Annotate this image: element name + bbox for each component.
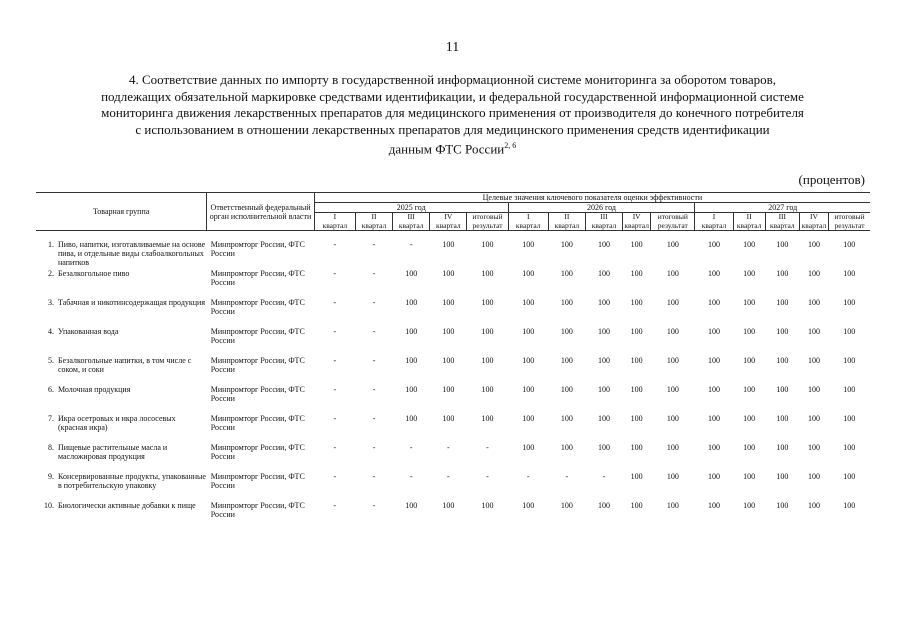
row-number: 1. — [48, 240, 54, 249]
target-value: 100 — [598, 443, 611, 452]
target-value: 100 — [630, 240, 643, 249]
target-value: - — [372, 472, 376, 481]
responsible-org: Минпромторг России, ФТС России — [210, 414, 305, 432]
target-value: 100 — [442, 414, 455, 423]
target-value: 100 — [743, 472, 756, 481]
target-value: 100 — [481, 385, 494, 394]
target-value: 100 — [630, 385, 643, 394]
target-value: 100 — [807, 501, 820, 510]
row-number: 10. — [44, 501, 54, 510]
target-value: - — [486, 472, 489, 481]
period-number: IV — [632, 212, 641, 221]
target-value: 100 — [743, 298, 756, 307]
target-value: 100 — [666, 298, 679, 307]
target-value: - — [333, 385, 337, 394]
period-unit: результат — [472, 220, 503, 230]
target-value: 100 — [405, 385, 418, 394]
period-number: I — [333, 212, 337, 221]
target-value: 100 — [630, 269, 643, 278]
target-value: 100 — [630, 414, 643, 423]
target-value: 100 — [598, 327, 611, 336]
header-period — [548, 213, 585, 231]
row-number: 9. — [48, 472, 54, 481]
target-value: 100 — [522, 298, 535, 307]
period-unit: квартал — [515, 220, 541, 230]
target-value: 100 — [708, 385, 720, 394]
target-value: - — [526, 472, 530, 481]
target-value: 100 — [560, 501, 573, 510]
product-cell — [36, 385, 207, 414]
target-value: 100 — [666, 356, 679, 365]
target-value: 100 — [630, 501, 643, 510]
target-value: 100 — [807, 298, 820, 307]
target-value: 100 — [560, 414, 573, 423]
header-product-group: Товарная группа — [36, 193, 207, 231]
period-unit: квартал — [736, 220, 762, 230]
target-value: 100 — [666, 501, 679, 510]
period-unit: квартал — [591, 220, 617, 230]
target-value: - — [372, 269, 376, 278]
kpi-table — [36, 192, 870, 530]
target-value: 100 — [666, 327, 679, 336]
target-value: 100 — [442, 385, 455, 394]
table-row — [36, 269, 870, 298]
product-group-name: Упакованная вода — [58, 327, 119, 336]
table-row — [36, 298, 870, 327]
target-value: 100 — [807, 327, 820, 336]
target-value: 100 — [481, 414, 494, 423]
header-year: 2026 год — [508, 203, 695, 213]
target-value: 100 — [522, 443, 535, 452]
target-value: - — [372, 443, 376, 452]
header-period — [623, 213, 651, 231]
target-value: 100 — [442, 356, 455, 365]
row-number: 6. — [48, 385, 54, 394]
target-value: 100 — [666, 443, 679, 452]
product-cell — [36, 327, 207, 356]
footnote-refs: 2, 6 — [504, 141, 517, 150]
target-value: 100 — [776, 501, 789, 510]
table-header — [36, 193, 870, 231]
responsible-org: Минпромторг России, ФТС России — [210, 385, 305, 403]
target-value: 100 — [776, 356, 789, 365]
target-value: 100 — [560, 298, 573, 307]
target-value: 100 — [708, 356, 720, 365]
target-value: 100 — [522, 501, 535, 510]
period-number: итоговый — [657, 212, 688, 221]
page-number: 11 — [445, 40, 460, 55]
header-period — [733, 213, 765, 231]
heading-line: подлежащих обязательной маркировке средствами идентификации, и федеральной государственной информационной системе — [101, 88, 804, 104]
responsible-org: Минпромторг России, ФТС России — [210, 240, 305, 258]
header-year: 2025 год — [314, 203, 508, 213]
spacer-row — [36, 231, 870, 241]
target-value: 100 — [666, 240, 679, 249]
header-period — [393, 213, 430, 231]
target-value: 100 — [481, 240, 494, 249]
period-unit: квартал — [554, 220, 580, 230]
target-value: - — [333, 269, 337, 278]
target-value: 100 — [743, 501, 756, 510]
table-row — [36, 356, 870, 385]
table-row — [36, 443, 870, 472]
target-value: 100 — [630, 327, 643, 336]
target-value: 100 — [807, 414, 820, 423]
target-value: 100 — [405, 327, 418, 336]
header-period — [651, 213, 695, 231]
header-targets: Целевые значения ключевого показателя оценки эффективности — [314, 193, 870, 203]
target-value: 100 — [708, 472, 720, 481]
period-number: III — [600, 212, 608, 221]
period-unit: квартал — [361, 220, 387, 230]
target-value: 100 — [708, 501, 720, 510]
target-value: - — [333, 356, 337, 365]
target-value: 100 — [807, 356, 820, 365]
target-value: 100 — [522, 385, 535, 394]
row-number: 3. — [48, 298, 54, 307]
heading-line: мониторинга движения лекарственных препаратов для медицинского применения от производителя до конечного потребителя — [101, 105, 804, 120]
period-number: III — [407, 212, 415, 221]
period-unit: квартал — [322, 220, 348, 230]
target-value: 100 — [807, 385, 820, 394]
target-value: 100 — [598, 240, 611, 249]
target-value: 100 — [776, 385, 789, 394]
target-value: 100 — [442, 501, 455, 510]
row-number: 7. — [48, 414, 54, 423]
header-year: 2027 год — [695, 203, 870, 213]
target-value: 100 — [442, 298, 455, 307]
target-value: - — [372, 298, 376, 307]
target-value: 100 — [776, 240, 789, 249]
product-group-name: Пищевые растительные масла и масложировая продукция — [58, 443, 168, 461]
target-value: - — [372, 414, 376, 423]
target-value: 100 — [405, 269, 418, 278]
target-value: - — [333, 414, 337, 423]
period-unit: результат — [657, 220, 688, 230]
target-value: 100 — [481, 501, 494, 510]
target-value: 100 — [630, 472, 643, 481]
target-value: - — [409, 240, 413, 249]
target-value: 100 — [522, 240, 535, 249]
target-value: 100 — [630, 298, 643, 307]
responsible-org: Минпромторг России, ФТС России — [210, 443, 305, 461]
responsible-org: Минпромторг России, ФТС России — [210, 269, 305, 287]
target-value: 100 — [666, 385, 679, 394]
target-value: 100 — [666, 414, 679, 423]
target-value: 100 — [743, 385, 756, 394]
product-group-name: Молочная продукция — [58, 385, 131, 394]
product-cell — [36, 414, 207, 443]
responsible-org: Минпромторг России, ФТС России — [210, 298, 305, 316]
target-value: - — [447, 472, 450, 481]
target-value: - — [372, 385, 376, 394]
target-value: 100 — [708, 443, 720, 452]
target-value: 100 — [843, 414, 856, 423]
target-value: 100 — [560, 385, 573, 394]
target-value: 100 — [481, 327, 494, 336]
target-value: 100 — [807, 443, 820, 452]
target-value: 100 — [807, 240, 820, 249]
product-group-name: Безалкогольное пиво — [58, 269, 130, 278]
product-group-name: Табачная и никотинсодержащая продукция — [58, 298, 206, 307]
product-cell — [36, 472, 207, 501]
target-value: 100 — [481, 269, 494, 278]
target-value: 100 — [843, 443, 856, 452]
target-value: 100 — [843, 327, 856, 336]
target-value: 100 — [708, 327, 720, 336]
target-value: - — [333, 443, 337, 452]
product-cell — [36, 240, 207, 269]
target-value: - — [372, 327, 376, 336]
target-value: 100 — [560, 327, 573, 336]
heading-line: с использованием в отношении лекарственных препаратов для медицинского применения средств идентификации — [135, 121, 770, 137]
target-value: 100 — [776, 298, 789, 307]
target-value: - — [486, 443, 489, 452]
target-value: - — [333, 327, 337, 336]
target-value: 100 — [405, 356, 418, 365]
header-period — [585, 213, 622, 231]
table-row — [36, 501, 870, 530]
target-value: 100 — [743, 356, 756, 365]
target-value: - — [565, 472, 569, 481]
target-value: 100 — [405, 298, 418, 307]
header-period — [695, 213, 733, 231]
units-label: (процентов) — [798, 172, 865, 187]
target-value: 100 — [560, 269, 573, 278]
period-number: итоговый — [834, 212, 865, 221]
target-value: 100 — [598, 414, 611, 423]
table-row — [36, 385, 870, 414]
target-value: 100 — [442, 269, 455, 278]
target-value: 100 — [560, 356, 573, 365]
product-group-name: Консервированные продукты, упакованные в потребительскую упаковку — [58, 472, 206, 490]
target-value: 100 — [666, 472, 679, 481]
target-value: 100 — [598, 298, 611, 307]
target-value: 100 — [843, 385, 856, 394]
target-value: - — [447, 443, 450, 452]
target-value: 100 — [776, 472, 789, 481]
target-value: 100 — [843, 501, 856, 510]
target-value: 100 — [843, 472, 856, 481]
target-value: 100 — [522, 269, 535, 278]
target-value: 100 — [743, 240, 756, 249]
product-group-name: Икра осетровых и икра лососевых (красная икра) — [58, 414, 176, 432]
header-period — [355, 213, 392, 231]
product-cell — [36, 298, 207, 327]
responsible-org: Минпромторг России, ФТС России — [210, 327, 305, 345]
target-value: 100 — [598, 356, 611, 365]
period-unit: квартал — [436, 220, 461, 230]
header-period — [508, 213, 548, 231]
target-value: 100 — [405, 501, 418, 510]
header-period — [765, 213, 799, 231]
target-value: 100 — [743, 443, 756, 452]
target-value: 100 — [598, 501, 611, 510]
target-value: 100 — [807, 269, 820, 278]
product-cell — [36, 443, 207, 472]
heading-line: 4. Соответствие данных по импорту в государственной информационной системе мониторинга за оборотом товаров, — [128, 72, 777, 87]
target-value: 100 — [807, 472, 820, 481]
target-value: 100 — [481, 298, 494, 307]
row-number: 8. — [48, 443, 54, 452]
target-value: - — [372, 356, 376, 365]
target-value: 100 — [743, 414, 756, 423]
target-value: 100 — [522, 356, 535, 365]
header-period — [314, 213, 355, 231]
target-value: 100 — [481, 356, 494, 365]
target-value: 100 — [560, 443, 573, 452]
product-cell — [36, 269, 207, 298]
target-value: - — [409, 443, 413, 452]
target-value: 100 — [843, 240, 856, 249]
table-body — [36, 231, 870, 531]
product-group-name: Биологически активные добавки к пище — [58, 501, 196, 510]
target-value: 100 — [708, 414, 720, 423]
responsible-org: Минпромторг России, ФТС России — [210, 356, 305, 374]
target-value: 100 — [708, 269, 720, 278]
period-number: IV — [809, 212, 818, 221]
table-row — [36, 327, 870, 356]
row-number: 2. — [48, 269, 54, 278]
responsible-org: Минпромторг России, ФТС России — [210, 501, 305, 519]
period-unit: квартал — [398, 220, 424, 230]
target-value: 100 — [666, 269, 679, 278]
target-value: 100 — [598, 385, 611, 394]
target-value: 100 — [522, 327, 535, 336]
period-number: III — [778, 212, 787, 221]
target-value: 100 — [442, 240, 455, 249]
target-value: 100 — [442, 327, 455, 336]
target-value: 100 — [743, 269, 756, 278]
product-cell — [36, 356, 207, 385]
table-row — [36, 414, 870, 443]
target-value: 100 — [776, 443, 789, 452]
period-unit: квартал — [701, 220, 727, 230]
heading-last-text: данным ФТС России — [388, 141, 505, 157]
target-value: 100 — [743, 327, 756, 336]
target-value: 100 — [843, 356, 856, 365]
product-group-name: Пиво, напитки, изготавливаемые на основе пива, и отдельные виды слабоалкогольных напитков — [58, 240, 206, 267]
target-value: 100 — [405, 414, 418, 423]
target-value: - — [333, 472, 337, 481]
spacer-cell — [36, 231, 870, 241]
header-responsible-org: Ответственный федеральный орган исполнительной власти — [207, 193, 314, 231]
period-number: I — [526, 212, 530, 221]
target-value: - — [372, 240, 376, 249]
period-number: II — [564, 212, 570, 221]
table-row — [36, 472, 870, 501]
target-value: 100 — [522, 414, 535, 423]
target-value: 100 — [630, 356, 643, 365]
target-value: - — [333, 240, 337, 249]
product-cell — [36, 501, 207, 530]
target-value: 100 — [598, 269, 611, 278]
row-number: 4. — [48, 327, 54, 336]
target-value: - — [333, 298, 337, 307]
period-unit: квартал — [624, 220, 649, 230]
header-period — [430, 213, 467, 231]
heading-line-last — [30, 138, 875, 158]
table-row — [36, 240, 870, 269]
row-number: 5. — [48, 356, 54, 365]
target-value: - — [602, 472, 606, 481]
section-heading — [30, 72, 875, 158]
period-number: IV — [444, 212, 453, 221]
target-value: - — [333, 501, 337, 510]
period-unit: квартал — [801, 220, 827, 230]
header-period — [829, 213, 870, 231]
header-period — [799, 213, 828, 231]
target-value: 100 — [708, 240, 720, 249]
target-value: 100 — [708, 298, 720, 307]
period-number: итоговый — [472, 212, 503, 221]
responsible-org: Минпромторг России, ФТС России — [210, 472, 305, 490]
period-number: I — [712, 212, 716, 221]
target-value: 100 — [560, 240, 573, 249]
target-value: - — [409, 472, 413, 481]
product-group-name: Безалкогольные напитки, в том числе с соком, и соки — [58, 356, 192, 374]
target-value: 100 — [843, 298, 856, 307]
target-value: 100 — [776, 327, 789, 336]
target-value: 100 — [776, 414, 789, 423]
period-unit: квартал — [770, 220, 795, 230]
target-value: 100 — [843, 269, 856, 278]
target-value: 100 — [630, 443, 643, 452]
period-number: II — [746, 212, 752, 221]
target-value: - — [372, 501, 376, 510]
target-value: 100 — [776, 269, 789, 278]
period-number: II — [371, 212, 377, 221]
period-unit: результат — [834, 220, 865, 230]
header-period — [467, 213, 508, 231]
